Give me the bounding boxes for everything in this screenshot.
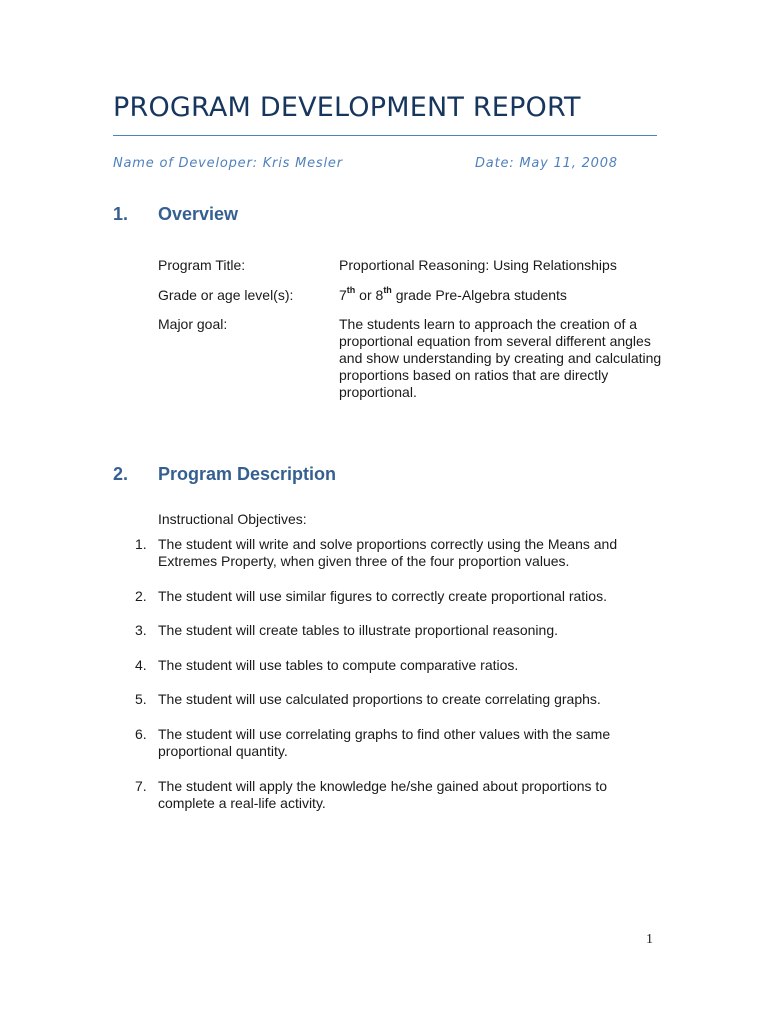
list-item-text: The student will use correlating graphs to find other values with the same proportional quantity. bbox=[158, 726, 611, 759]
list-item-number: 3. bbox=[135, 622, 147, 638]
page-number: 1 bbox=[646, 932, 653, 947]
list-item-number: 7. bbox=[135, 778, 147, 794]
title-underline bbox=[113, 135, 657, 136]
section-title-overview: Overview bbox=[158, 204, 239, 224]
list-item-text: The student will write and solve proportions correctly using the Means and Extremes Property, when given three of the four proportion values. bbox=[158, 536, 618, 569]
grade-level-ordinal: th bbox=[346, 285, 356, 296]
list-item-text: The student will apply the knowledge he/she gained about proportions to complete a real-life activity. bbox=[158, 778, 608, 811]
list-item-text: The student will use tables to compute comparative ratios. bbox=[158, 657, 519, 673]
list-item-number: 2. bbox=[135, 588, 147, 604]
list-item-text: The student will use similar figures to correctly create proportional ratios. bbox=[158, 588, 607, 604]
major-goal-label: Major goal: bbox=[158, 316, 228, 332]
grade-level-value bbox=[339, 287, 567, 304]
grade-level-part: or 8 bbox=[355, 287, 384, 303]
list-item-number: 5. bbox=[135, 691, 147, 707]
program-title-value: Proportional Reasoning: Using Relationships bbox=[339, 257, 617, 273]
major-goal-value: The students learn to approach the creation of a proportional equation from several different angles and show understanding by creating and calculating proportions based on ratios that are directly proportional. bbox=[339, 316, 662, 400]
developer-name: Name of Developer: Kris Mesler bbox=[113, 156, 343, 171]
section-number-description: 2. bbox=[113, 464, 129, 484]
grade-level-ordinal: th bbox=[383, 285, 392, 296]
list-item-text: The student will create tables to illustrate proportional reasoning. bbox=[158, 622, 558, 638]
list-item-number: 1. bbox=[135, 536, 147, 552]
program-title-label: Program Title: bbox=[158, 257, 246, 273]
report-date: Date: May 11, 2008 bbox=[475, 156, 618, 171]
grade-level-label: Grade or age level(s): bbox=[158, 287, 294, 303]
list-item-number: 4. bbox=[135, 657, 147, 673]
objectives-heading: Instructional Objectives: bbox=[158, 511, 307, 527]
section-number-overview: 1. bbox=[113, 204, 129, 224]
page-title: PROGRAM DEVELOPMENT REPORT bbox=[113, 92, 581, 123]
section-title-description: Program Description bbox=[158, 464, 337, 484]
list-item-number: 6. bbox=[135, 726, 147, 742]
grade-level-part: 7 bbox=[339, 287, 347, 303]
list-item-text: The student will use calculated proportions to create correlating graphs. bbox=[158, 691, 601, 707]
grade-level-part: grade Pre-Algebra students bbox=[391, 287, 567, 303]
